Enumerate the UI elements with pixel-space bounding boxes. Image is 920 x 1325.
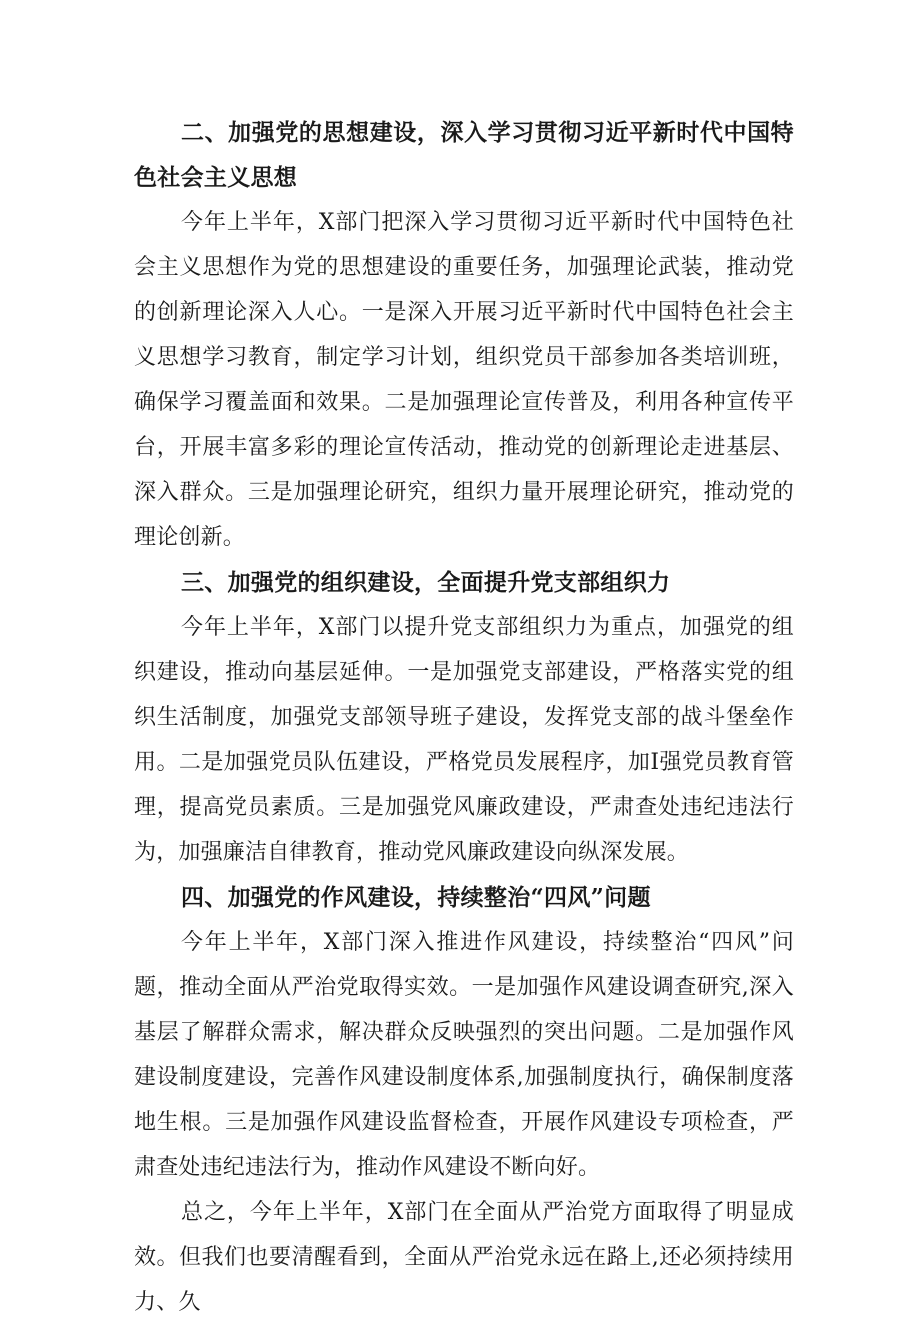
section-heading-style: 四、加强党的作风建设，持续整治“四风”问题	[181, 884, 651, 911]
section-heading-organization: 三、加强党的组织建设，全面提升党支部组织力	[181, 569, 671, 596]
document-page	[134, 110, 794, 1325]
section-body-style: 今年上半年，X部门深入推进作风建设，持续整治“四风”问题，推动全面从严治党取得实效。一是加强作风建设调查研究,深入基层了解群众需求，解决群众反映强烈的突出问题。二是加强作风建设制度建设，完善作风建设制度体系,加强制度执行，确保制度落地生根。三是加强作风建设监督检查，开展作风建设专项检查，严肃查处违纪违法行为，推动作风建设不断向好。	[134, 930, 794, 1180]
section-heading-ideology: 二、加强党的思想建设，深入学习贯彻习近平新时代中国特色社会主义思想	[134, 119, 794, 191]
section-body-organization: 今年上半年，X部门以提升党支部组织力为重点，加强党的组织建设，推动向基层延伸。一是加强党支部建设，严格落实党的组织生活制度，加强党支部领导班子建设，发挥党支部的战斗堡垒作用。二是加强党员队伍建设，严格党员发展程序，加I强党员教育管理，提高党员素质。三是加强党风廉政建设，严肃查处违纪违法行为，加强廉洁自律教育，推动党风廉政建设向纵深发展。	[134, 615, 794, 865]
conclusion-paragraph: 总之，今年上半年，X部门在全面从严治党方面取得了明显成效。但我们也要清醒看到，全面从严治党永远在路上,还必须持续用力、久	[134, 1200, 794, 1315]
section-body-ideology: 今年上半年，X部门把深入学习贯彻习近平新时代中国特色社会主义思想作为党的思想建设的重要任务，加强理论武装，推动党的创新理论深入人心。一是深入开展习近平新时代中国特色社会主义思想学习教育，制定学习计划，组织党员干部参加各类培训班，确保学习覆盖面和效果。二是加强理论宣传普及，利用各种宣传平台，开展丰富多彩的理论宣传活动，推动党的创新理论走进基层、深入群众。三是加强理论研究，组织力量开展理论研究，推动党的理论创新。	[134, 210, 794, 550]
